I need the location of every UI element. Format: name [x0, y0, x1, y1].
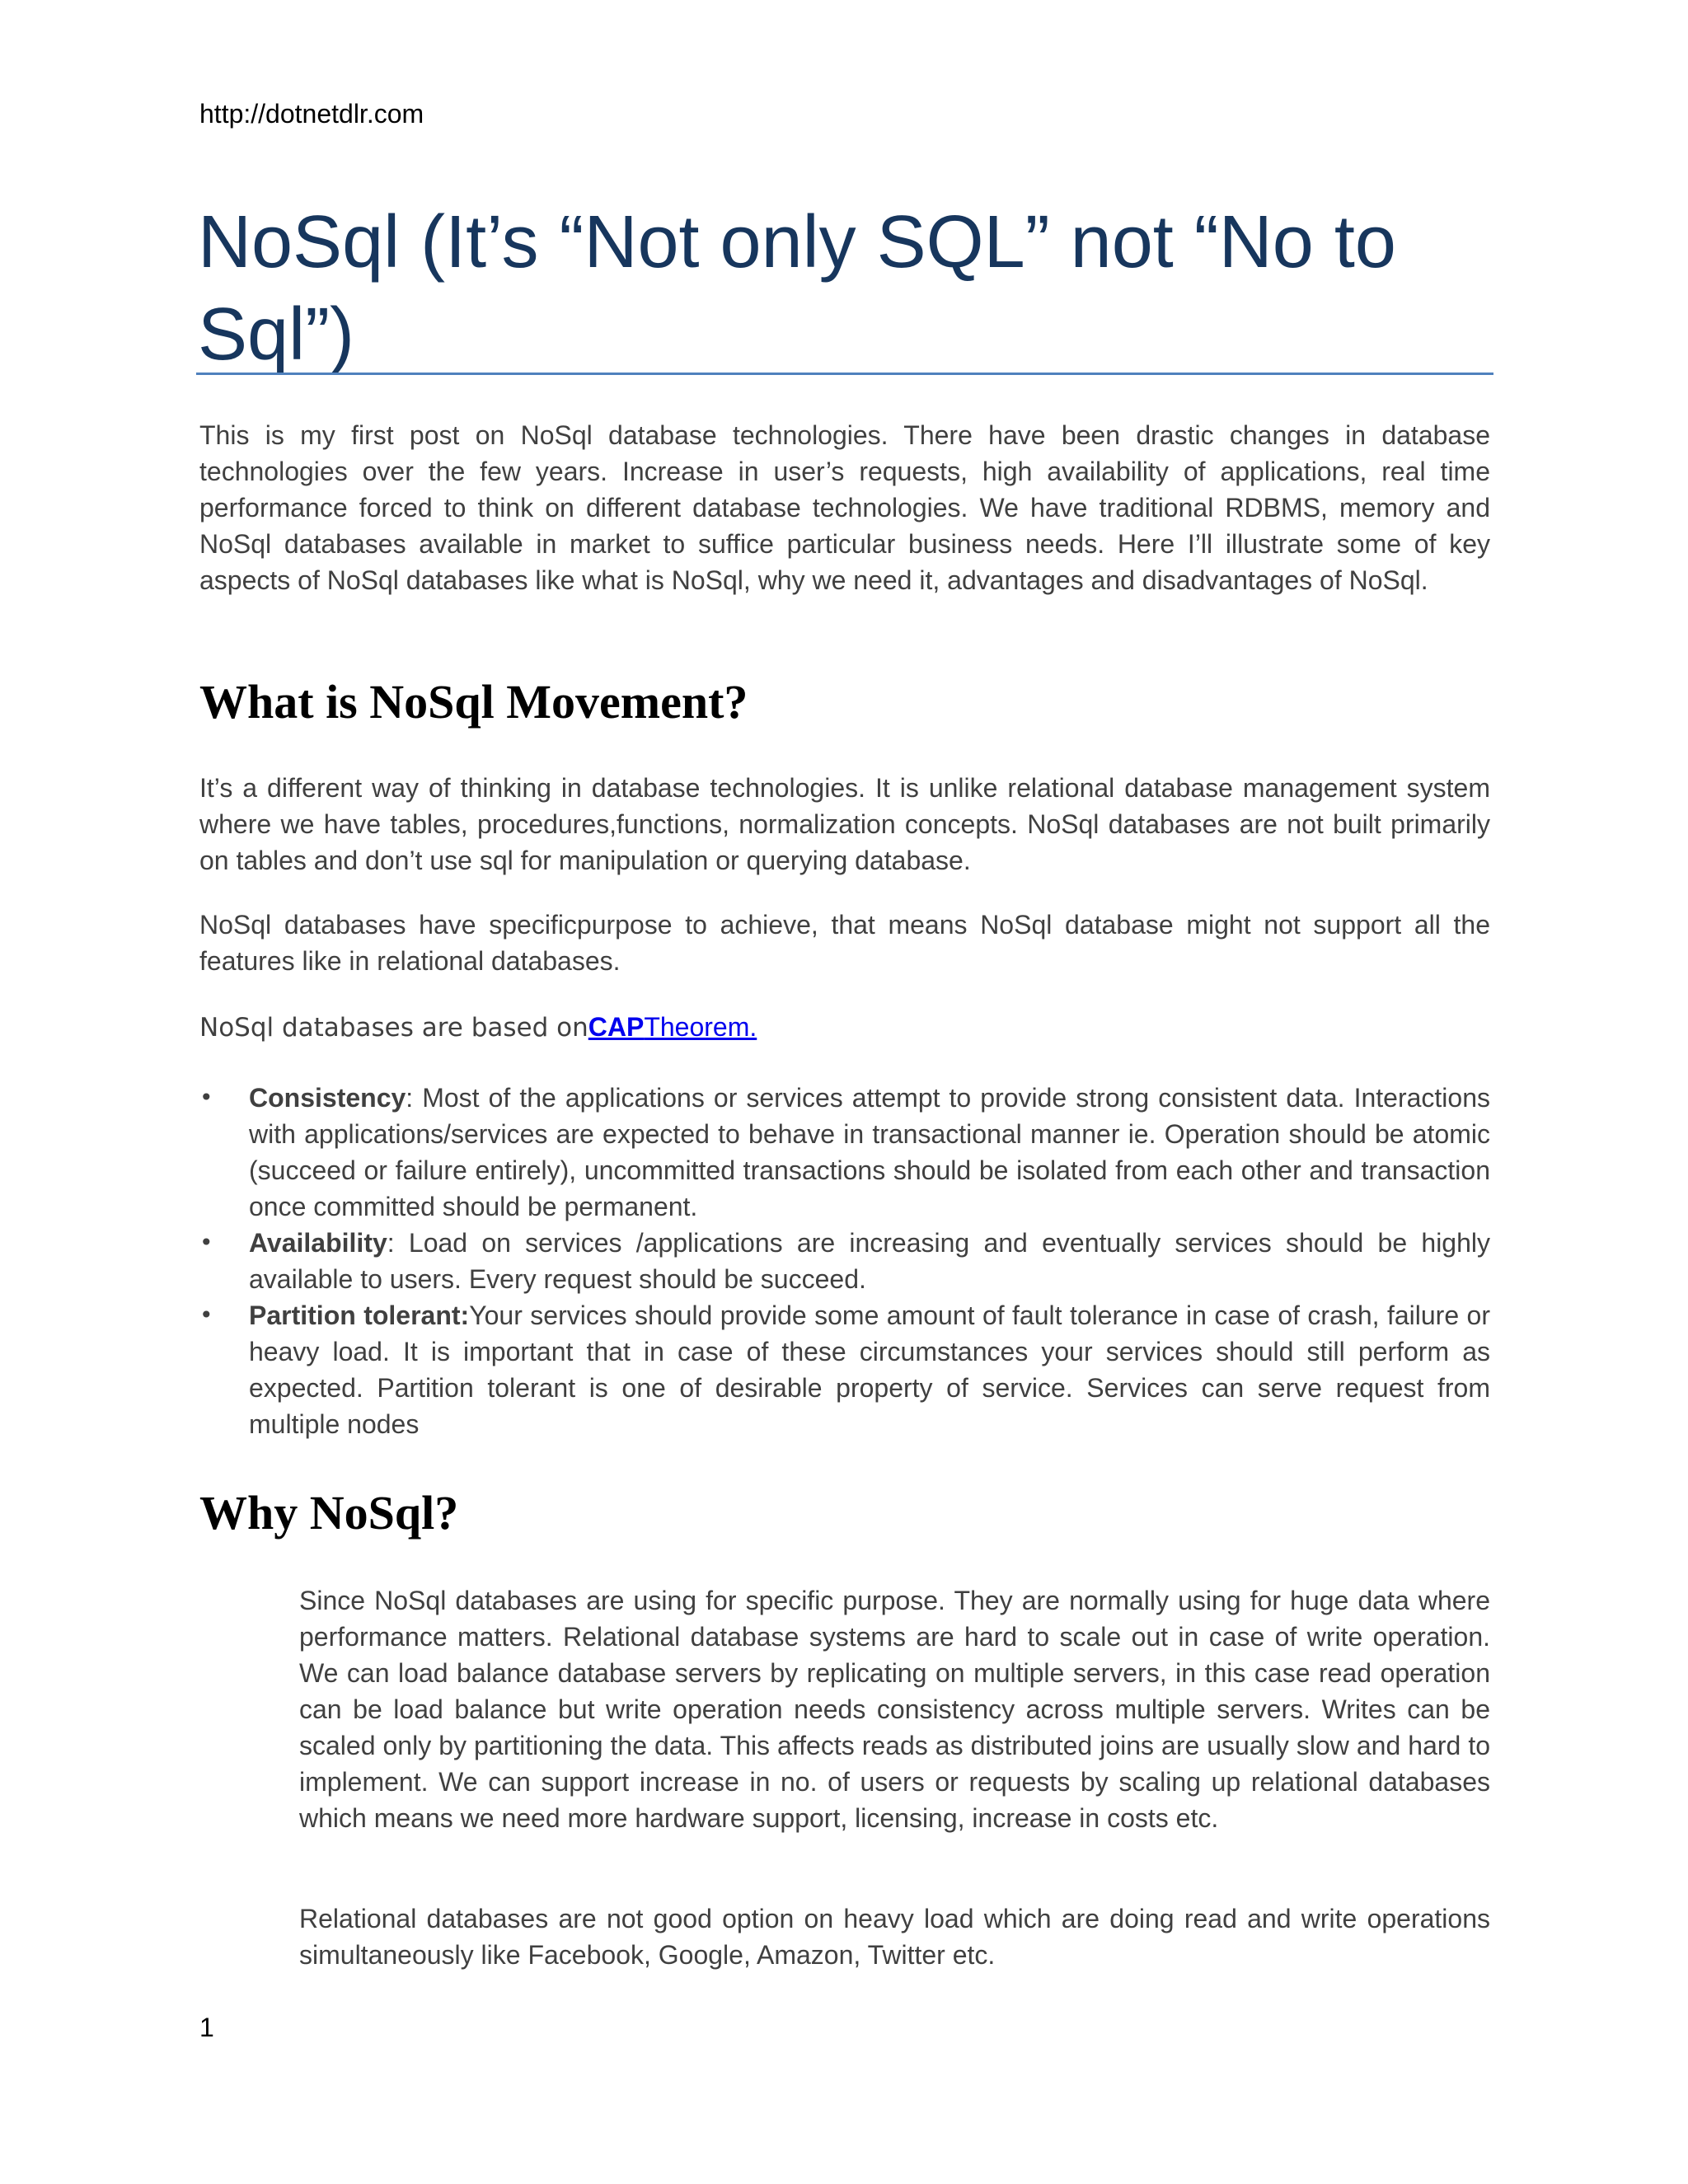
- list-item: [199, 1225, 1490, 1297]
- why-paragraph-1: Since NoSql databases are using for specific purpose. They are normally using for huge data where performance matters. Relational database systems are hard to scale out in case of write operation. We can load balance database servers by replicating on multiple servers, in this case read operation can be load balance but write operation needs consistency across multiple servers. Writes can be scaled only by partitioning the data. This affects reads as distributed joins are usually slow and hard to implement. We can support increase in no. of users or requests by scaling up relational databases which means we need more hardware support, licensing, increase in costs etc.: [299, 1586, 1490, 1833]
- title-underline: [196, 373, 1493, 375]
- what-is-paragraph-1: It’s a different way of thinking in database technologies. It is unlike relational database management system where we have tables, procedures,functions, normalization concepts. NoSql databases are not built primarily on tables and don’t use sql for manipulation or querying database.: [199, 773, 1490, 875]
- list-item: [199, 1297, 1490, 1442]
- page-title: NoSql (It’s “Not only SQL” not “No to Sql”): [198, 201, 1396, 376]
- page-number: 1: [199, 2013, 214, 2042]
- what-is-paragraph-2: NoSql databases have specificpurpose to achieve, that means NoSql database might not support all the features like in relational databases.: [199, 910, 1490, 976]
- bullet-term: Consistency: [249, 1083, 406, 1113]
- intro-paragraph: This is my first post on NoSql database technologies. There have been drastic changes in database technologies over the few years. Increase in user’s requests, high availability of applications, real time performance forced to think on different database technologies. We have traditional RDBMS, memory and NoSql databases available in market to suffice particular business needs. Here I’ll illustrate some of key aspects of NoSql databases like what is NoSql, why we need it, advantages and disadvantages of NoSql.: [199, 420, 1490, 595]
- cap-link-bold: CAP: [588, 1012, 645, 1042]
- bullet-icon: •: [199, 1229, 213, 1256]
- bullet-term: Availability: [249, 1228, 387, 1258]
- bullet-icon: •: [199, 1301, 213, 1329]
- why-paragraph-2: Relational databases are not good option on heavy load which are doing read and write operations simultaneously like Facebook, Google, Amazon, Twitter etc.: [299, 1904, 1490, 1970]
- cap-link-rest: Theorem.: [644, 1012, 757, 1042]
- bullet-icon: •: [199, 1084, 213, 1111]
- cap-theorem-line: [199, 1012, 757, 1043]
- bullet-term: Partition tolerant:: [249, 1301, 470, 1330]
- bullet-text: : Load on services /applications are increasing and eventually services should be highly available to users. Every request should be succeed.: [249, 1228, 1490, 1294]
- section-heading-why-nosql: Why NoSql?: [199, 1486, 459, 1540]
- cap-theorem-link[interactable]: [588, 1012, 757, 1042]
- list-item: [199, 1080, 1490, 1225]
- header-url: http://dotnetdlr.com: [199, 99, 424, 129]
- section-heading-what-is-nosql: What is NoSql Movement?: [199, 675, 748, 729]
- bullet-text: : Most of the applications or services attempt to provide strong consistent data. Interactions with applications/services are expected to behave in transactional manner ie. Operation should be atomic (succeed or failure entirely), uncommitted transactions should be isolated from each other and transaction once committed should be permanent.: [249, 1083, 1490, 1221]
- bullet-text: Your services should provide some amount of fault tolerance in case of crash, failure or heavy load. It is important that in case of these circumstances your services should still perform as expected. Partition tolerant is one of desirable property of service. Services can serve request from multiple nodes: [249, 1301, 1491, 1439]
- cap-prefix-text: NoSql databases are based on: [199, 1013, 588, 1043]
- cap-bullet-list: [199, 1080, 1490, 1442]
